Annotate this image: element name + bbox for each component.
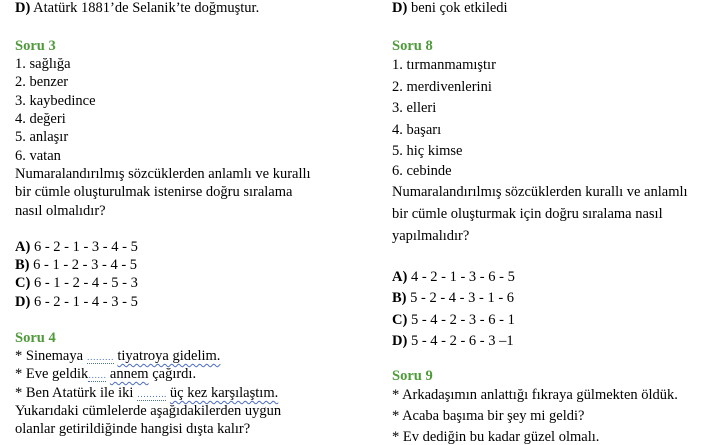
question-text: Yukarıdaki cümlelerde aşağıdakilerden uygun (15, 403, 282, 419)
list-item: 1. sağlığa (15, 56, 71, 72)
answer-option-a: A) 4 - 2 - 1 - 3 - 6 - 5 (392, 269, 515, 285)
list-item: 6. vatan (15, 148, 61, 164)
list-item: 2. merdivenlerini (392, 79, 492, 95)
list-item: 6. cebinde (392, 163, 452, 179)
list-item: 5. hiç kimse (392, 143, 463, 159)
list-item: 1. tırmanmamıştır (392, 57, 496, 73)
list-item: 3. kaybedince (15, 93, 96, 109)
list-item: 3. elleri (392, 100, 437, 116)
answer-option-d: D) 5 - 4 - 2 - 6 - 3 –1 (392, 333, 514, 349)
list-item: 5. anlaşır (15, 129, 69, 145)
answer-option-b: B) 5 - 2 - 4 - 3 - 1 - 6 (392, 290, 515, 306)
answer-line: D) beni çok etkiledi (392, 0, 508, 16)
answer-option-d: D) 6 - 2 - 1 - 4 - 3 - 5 (15, 294, 138, 310)
sentence-line: * Ev dediğin bu kadar güzel olmalı. (392, 429, 600, 445)
blank-dots: ……… (86, 352, 114, 362)
answer-option-c: C) 6 - 1 - 2 - 4 - 5 - 3 (15, 275, 138, 291)
blank-dots: …… (88, 370, 107, 380)
question-title: Soru 9 (392, 368, 433, 384)
blank-dots: ………. (137, 389, 167, 399)
sentence-line: * Acaba başıma bir şey mi geldi? (392, 408, 585, 424)
question-text: bir cümle oluşturulmak istenirse doğru sıralama (15, 184, 293, 200)
question-text: nasıl olmalıdır? (15, 203, 106, 219)
list-item: 2. benzer (15, 74, 69, 90)
list-item: 4. değeri (15, 111, 66, 127)
sentence-line: * Arkadaşımın anlattığı fıkraya gülmekten öldük. (392, 387, 678, 403)
question-text: Numaralandırılmış sözcüklerden anlamlı ve kurallı (15, 166, 311, 182)
sentence-line: * Ben Atatürk ile iki ………. üç kez karşılaştım. (15, 385, 279, 401)
question-text: yapılmalıdır? (392, 228, 470, 244)
answer-option-b: B) 6 - 1 - 2 - 3 - 4 - 5 (15, 257, 138, 273)
list-item: 4. başarı (392, 122, 442, 138)
answer-option-c: C) 5 - 4 - 2 - 3 - 6 - 1 (392, 312, 515, 328)
question-title: Soru 8 (392, 38, 433, 54)
question-title: Soru 4 (15, 330, 56, 346)
answer-option-a: A) 6 - 2 - 1 - 3 - 4 - 5 (15, 239, 138, 255)
question-text: Numaralandırılmış sözcüklerden kurallı ve anlamlı (392, 184, 688, 200)
sentence-line: * Eve geldik…… annem çağırdı. (15, 366, 197, 382)
question-text: olanlar getirildiğinde hangisi dışta kalır? (15, 421, 251, 437)
sentence-line: * Sinemaya ……… tiyatroya gidelim. (15, 348, 221, 364)
question-title: Soru 3 (15, 38, 56, 54)
answer-line: D) Atatürk 1881’de Selanik’te doğmuştur. (15, 0, 260, 16)
question-text: bir cümle oluşturmak için doğru sıralama nasıl (392, 206, 663, 222)
